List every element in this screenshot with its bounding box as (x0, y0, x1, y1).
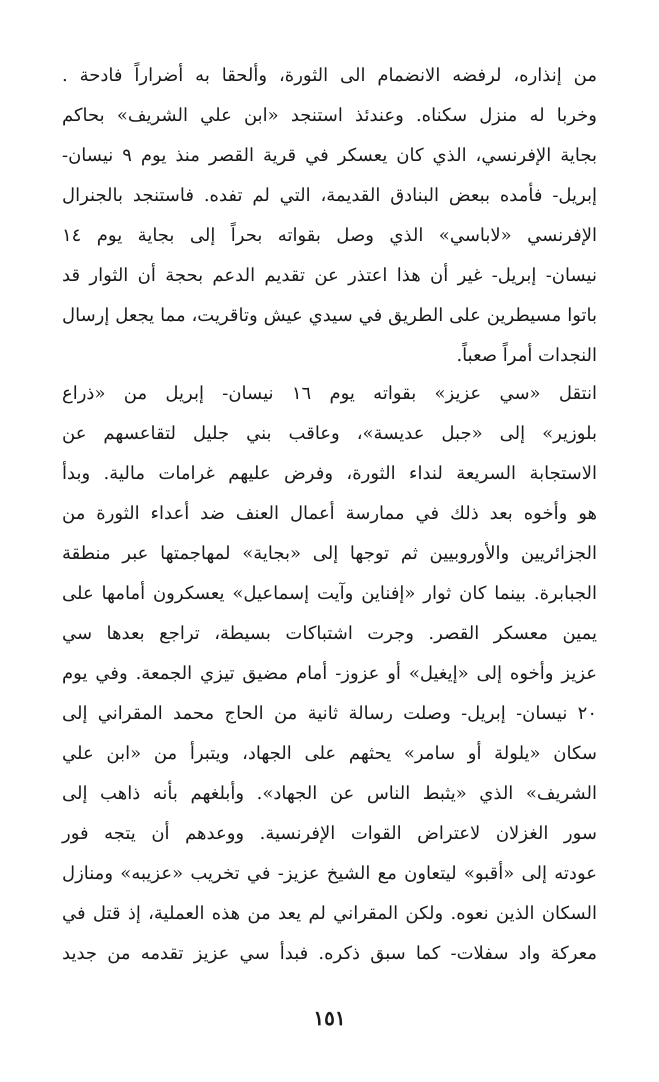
text-line: الإفرنسي «لاباسي» الذي وصل بقواته بحراً إلى بجاية يوم ١٤ (62, 225, 597, 246)
text-line: عودته إلى «أقبو» ليتعاون مع الشيخ عزيز- في تخريب «عزيبه» ومنازل (62, 863, 597, 884)
paragraph-1 (62, 56, 597, 376)
text-line: سور الغزلان لاعتراض القوات الإفرنسية. ووعدهم أن يتجه فور (62, 823, 597, 844)
text-line: نيسان- إبريل- غير أن هذا اعتذر عن تقديم الدعم بحجة أن الثوار قد (62, 265, 597, 286)
text-line: الشريف» الذي «يثبط الناس عن الجهاد». وأبلغهم بأنه ذاهب إلى (62, 783, 597, 804)
text-line: إبريل- فأمده ببعض البنادق القديمة، التي لم تفده. فاستنجد بالجنرال (62, 185, 597, 206)
text-line: باتوا مسيطرين على الطريق في سيدي عيش وتاقريت، مما يجعل إرسال (62, 305, 597, 326)
text-line: ٢٠ نيسان- إبريل- وصلت رسالة ثانية من الحاج محمد المقراني إلى (62, 703, 597, 724)
paragraph-2 (62, 374, 597, 974)
text-line: عزيز وأخوه إلى «إيغيل» أو عزوز- أمام مضيق تيزي الجمعة. وفي يوم (62, 663, 597, 684)
text-line: السكان الذين نعوه. ولكن المقراني لم يعد من هذه العملية، إذ قتل في (62, 903, 597, 924)
text-line: الجبابرة. بينما كان ثوار «إفناين وآيت إسماعيل» يعسكرون أمامها على (62, 583, 597, 604)
text-line: معركة واد سفلات- كما سبق ذكره. فبدأ سي عزيز تقدمه من جديد (62, 943, 597, 964)
text-line: وخربا له منزل سكناه. وعندئذ استنجد «ابن علي الشريف» بحاكم (62, 105, 597, 126)
text-line: انتقل «سي عزيز» بقواته يوم ١٦ نيسان- إبريل من «ذراع (62, 383, 598, 404)
text-line: من إنذاره، لرفضه الانضمام الى الثورة، وألحقا به أضراراً فادحة . (62, 65, 597, 86)
text-line: الجزائريين والأوروبيين ثم توجها إلى «بجاية» لمهاجمتها عبر منطقة (62, 543, 597, 564)
page-number: ١٥١ (313, 1006, 346, 1030)
text-line: يمين معسكر القصر. وجرت اشتباكات بسيطة، تراجع بعدها سي (62, 623, 597, 644)
text-line: هو وأخوه بعد ذلك في ممارسة أعمال العنف ضد أعداء الثورة من (62, 503, 597, 524)
text-line: النجدات أمراً صعباً. (456, 345, 597, 366)
text-line: بلوزير» إلى «جبل عديسة»، وعاقب بني جليل لتقاعسهم عن (62, 423, 597, 444)
text-line: سكان «يلولة أو سامر» يحثهم على الجهاد، ويتبرأ من «ابن علي (62, 743, 597, 764)
text-line: بجاية الإفرنسي، الذي كان يعسكر في قرية القصر منذ يوم ٩ نيسان- (62, 145, 597, 166)
text-line: الاستجابة السريعة لنداء الثورة، وفرض عليهم غرامات مالية. وبدأ (62, 463, 597, 484)
